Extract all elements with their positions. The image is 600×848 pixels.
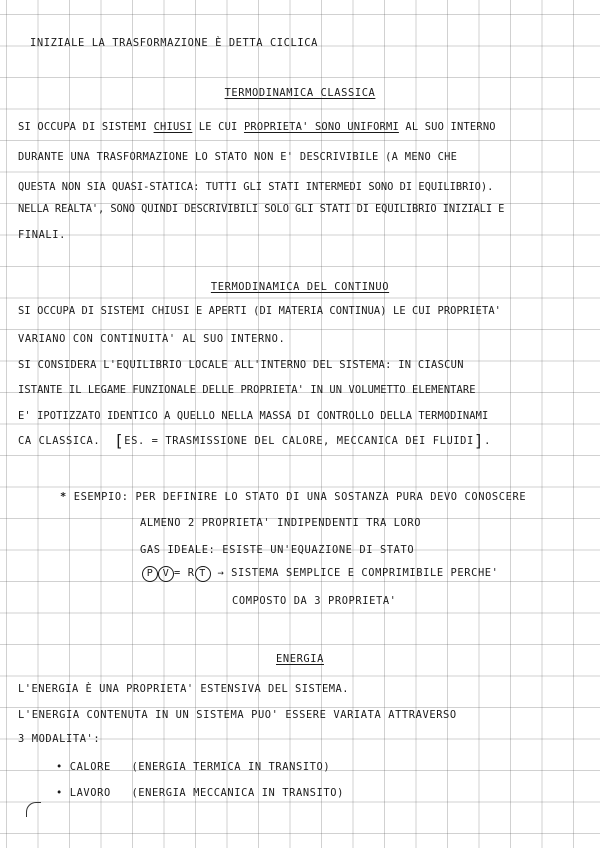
energia-line-1: L'ENERGIA È UNA PROPRIETA' ESTENSIVA DEL SISTEMA. xyxy=(18,683,350,695)
continuo-line-2: VARIANO CON CONTINUITA' AL SUO INTERNO. xyxy=(18,333,286,345)
continuo-line-4: ISTANTE IL LEGAME FUNZIONALE DELLE PROPRIETA' IN UN VOLUMETTO ELEMENTARE xyxy=(18,384,476,396)
esempio-line-3: GAS IDEALE: ESISTE UN'EQUAZIONE DI STATO xyxy=(140,544,415,556)
volume-symbol: V xyxy=(158,566,174,582)
energia-line-2: L'ENERGIA CONTENUTA IN UN SISTEMA PUO' ESSERE VARIATA ATTRAVERSO xyxy=(18,709,457,721)
energia-item-calore: • CALORE (ENERGIA TERMICA IN TRANSITO) xyxy=(56,761,331,773)
heading-termodinamica-continuo: TERMODINAMICA DEL CONTINUO xyxy=(210,281,390,293)
classica-line-1: SI OCCUPA DI SISTEMI CHIUSI LE CUI PROPRIETA' SONO UNIFORMI AL SUO INTERNO xyxy=(18,121,496,133)
intro-line: INIZIALE LA TRASFORMAZIONE È DETTA CICLICA xyxy=(30,37,318,49)
heading-termodinamica-classica: TERMODINAMICA CLASSICA xyxy=(224,87,376,99)
partial-bracket-mark xyxy=(26,802,41,817)
continuo-line-3: SI CONSIDERA L'EQUILIBRIO LOCALE ALL'INTERNO DEL SISTEMA: IN CIASCUN xyxy=(18,359,464,371)
continuo-line-1: SI OCCUPA DI SISTEMI CHIUSI E APERTI (DI MATERIA CONTINUA) LE CUI PROPRIETA' xyxy=(18,305,502,317)
classica-line-4: NELLA REALTA', SONO QUINDI DESCRIVIBILI SOLO GLI STATI DI EQUILIBRIO INIZIALI E xyxy=(18,203,505,215)
classica-line-2: DURANTE UNA TRASFORMAZIONE LO STATO NON E' DESCRIVIBILE (A MENO CHE xyxy=(18,151,458,163)
energia-line-3: 3 MODALITA': xyxy=(18,733,101,745)
classica-line-5: FINALI. xyxy=(18,229,66,241)
asterisk-icon: * xyxy=(60,491,67,503)
ideal-gas-equation: P V = R T → SISTEMA SEMPLICE E COMPRIMIBILE PERCHE' xyxy=(142,566,499,582)
esempio-line-2: ALMENO 2 PROPRIETA' INDIPENDENTI TRA LORO xyxy=(140,517,422,529)
continuo-line-6: CA CLASSICA. [ES. = TRASMISSIONE DEL CALORE, MECCANICA DEI FLUIDI]. xyxy=(18,431,491,450)
continuo-line-5: E' IPOTIZZATO IDENTICO A QUELLO NELLA MASSA DI CONTROLLO DELLA TERMODINAMI xyxy=(18,410,489,422)
heading-energia: ENERGIA xyxy=(276,653,324,665)
esempio-line-1: * ESEMPIO: PER DEFINIRE LO STATO DI UNA SOSTANZA PURA DEVO CONOSCERE xyxy=(60,491,527,503)
temperature-symbol: T xyxy=(195,566,211,582)
energia-item-lavoro: • LAVORO (ENERGIA MECCANICA IN TRANSITO) xyxy=(56,787,344,799)
esempio-line-5: COMPOSTO DA 3 PROPRIETA' xyxy=(232,595,397,607)
classica-line-3: QUESTA NON SIA QUASI-STATICA: TUTTI GLI STATI INTERMEDI SONO DI EQUILIBRIO). xyxy=(18,181,494,193)
pressure-symbol: P xyxy=(142,566,158,582)
